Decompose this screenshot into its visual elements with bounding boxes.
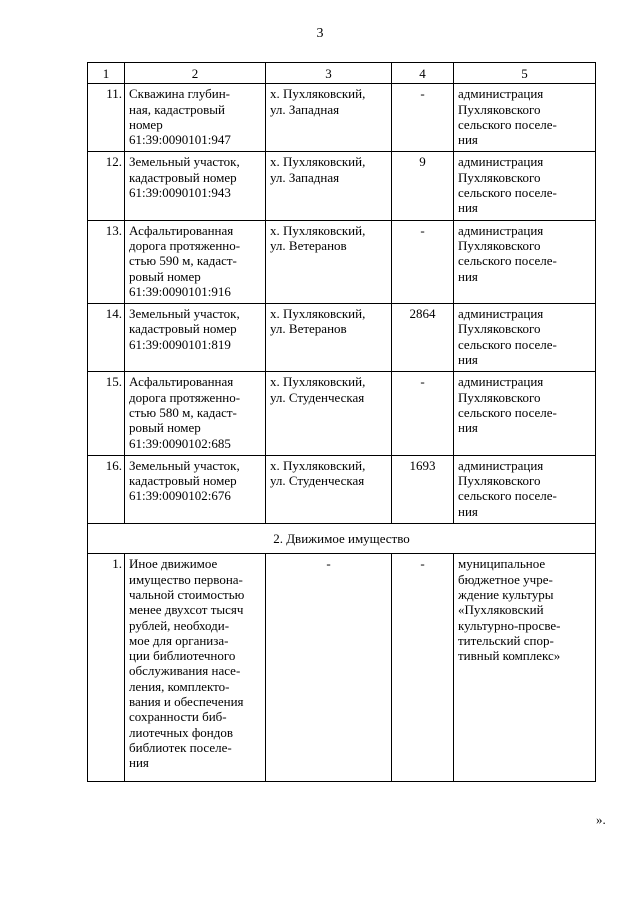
row-number: 15.: [88, 372, 125, 455]
property-value: -: [392, 554, 454, 782]
row-number: 11.: [88, 84, 125, 152]
property-value: 9: [392, 152, 454, 220]
table-row: [88, 554, 596, 782]
property-name: Асфальтированная дорога протяженно- стью 590 м, кадаст- ровый номер 61:39:0090101:916: [125, 220, 266, 303]
column-header: 5: [454, 63, 596, 84]
property-name: Иное движимое имущество первона- чальной стоимостью менее двухсот тысяч рублей, необходи- мое для организа- ции библиотечного обслуживания насе- ления, комплекто- вания и обеспечения сохранности биб- лиотечных фондов библиотек поселе- ния: [125, 554, 266, 782]
property-holder: администрация Пухляковского сельского поселе- ния: [454, 455, 596, 523]
property-name: Скважина глубин- ная, кадастровый номер 61:39:0090101:947: [125, 84, 266, 152]
property-holder: администрация Пухляковского сельского поселе- ния: [454, 152, 596, 220]
column-header: 4: [392, 63, 454, 84]
table-row: [88, 455, 596, 523]
column-header: 2: [125, 63, 266, 84]
row-number: 13.: [88, 220, 125, 303]
property-address: -: [266, 554, 392, 782]
property-address: х. Пухляковский, ул. Студенческая: [266, 455, 392, 523]
property-value: 2864: [392, 304, 454, 372]
property-value: -: [392, 372, 454, 455]
property-name: Земельный участок, кадастровый номер 61:39:0090101:819: [125, 304, 266, 372]
table-row: [88, 304, 596, 372]
table-header-row: [88, 63, 596, 84]
property-holder: администрация Пухляковского сельского поселе- ния: [454, 220, 596, 303]
property-address: х. Пухляковский, ул. Ветеранов: [266, 220, 392, 303]
property-holder: администрация Пухляковского сельского поселе- ния: [454, 304, 596, 372]
property-address: х. Пухляковский, ул. Студенческая: [266, 372, 392, 455]
row-number: 12.: [88, 152, 125, 220]
table-row: [88, 372, 596, 455]
property-table: [87, 62, 596, 782]
property-holder: администрация Пухляковского сельского поселе- ния: [454, 372, 596, 455]
row-number: 1.: [88, 554, 125, 782]
property-holder: администрация Пухляковского сельского поселе- ния: [454, 84, 596, 152]
property-address: х. Пухляковский, ул. Западная: [266, 152, 392, 220]
column-header: 3: [266, 63, 392, 84]
property-name: Земельный участок, кадастровый номер 61:39:0090101:943: [125, 152, 266, 220]
property-address: х. Пухляковский, ул. Западная: [266, 84, 392, 152]
property-value: 1693: [392, 455, 454, 523]
row-number: 16.: [88, 455, 125, 523]
row-number: 14.: [88, 304, 125, 372]
table-row: [88, 84, 596, 152]
table-row: [88, 220, 596, 303]
column-header: 1: [88, 63, 125, 84]
page-number: 3: [316, 26, 324, 41]
property-value: -: [392, 84, 454, 152]
closing-quote: ».: [596, 812, 606, 827]
property-value: -: [392, 220, 454, 303]
section-title: 2. Движимое имущество: [88, 524, 596, 554]
property-name: Земельный участок, кадастровый номер 61:39:0090102:676: [125, 455, 266, 523]
section-row: [88, 524, 596, 554]
table-row: [88, 152, 596, 220]
property-holder: муниципальное бюджетное учре- ждение культуры «Пухляковский культурно-просве- тительский спор- тивный комплекс»: [454, 554, 596, 782]
property-address: х. Пухляковский, ул. Ветеранов: [266, 304, 392, 372]
property-name: Асфальтированная дорога протяженно- стью 580 м, кадаст- ровый номер 61:39:0090102:685: [125, 372, 266, 455]
